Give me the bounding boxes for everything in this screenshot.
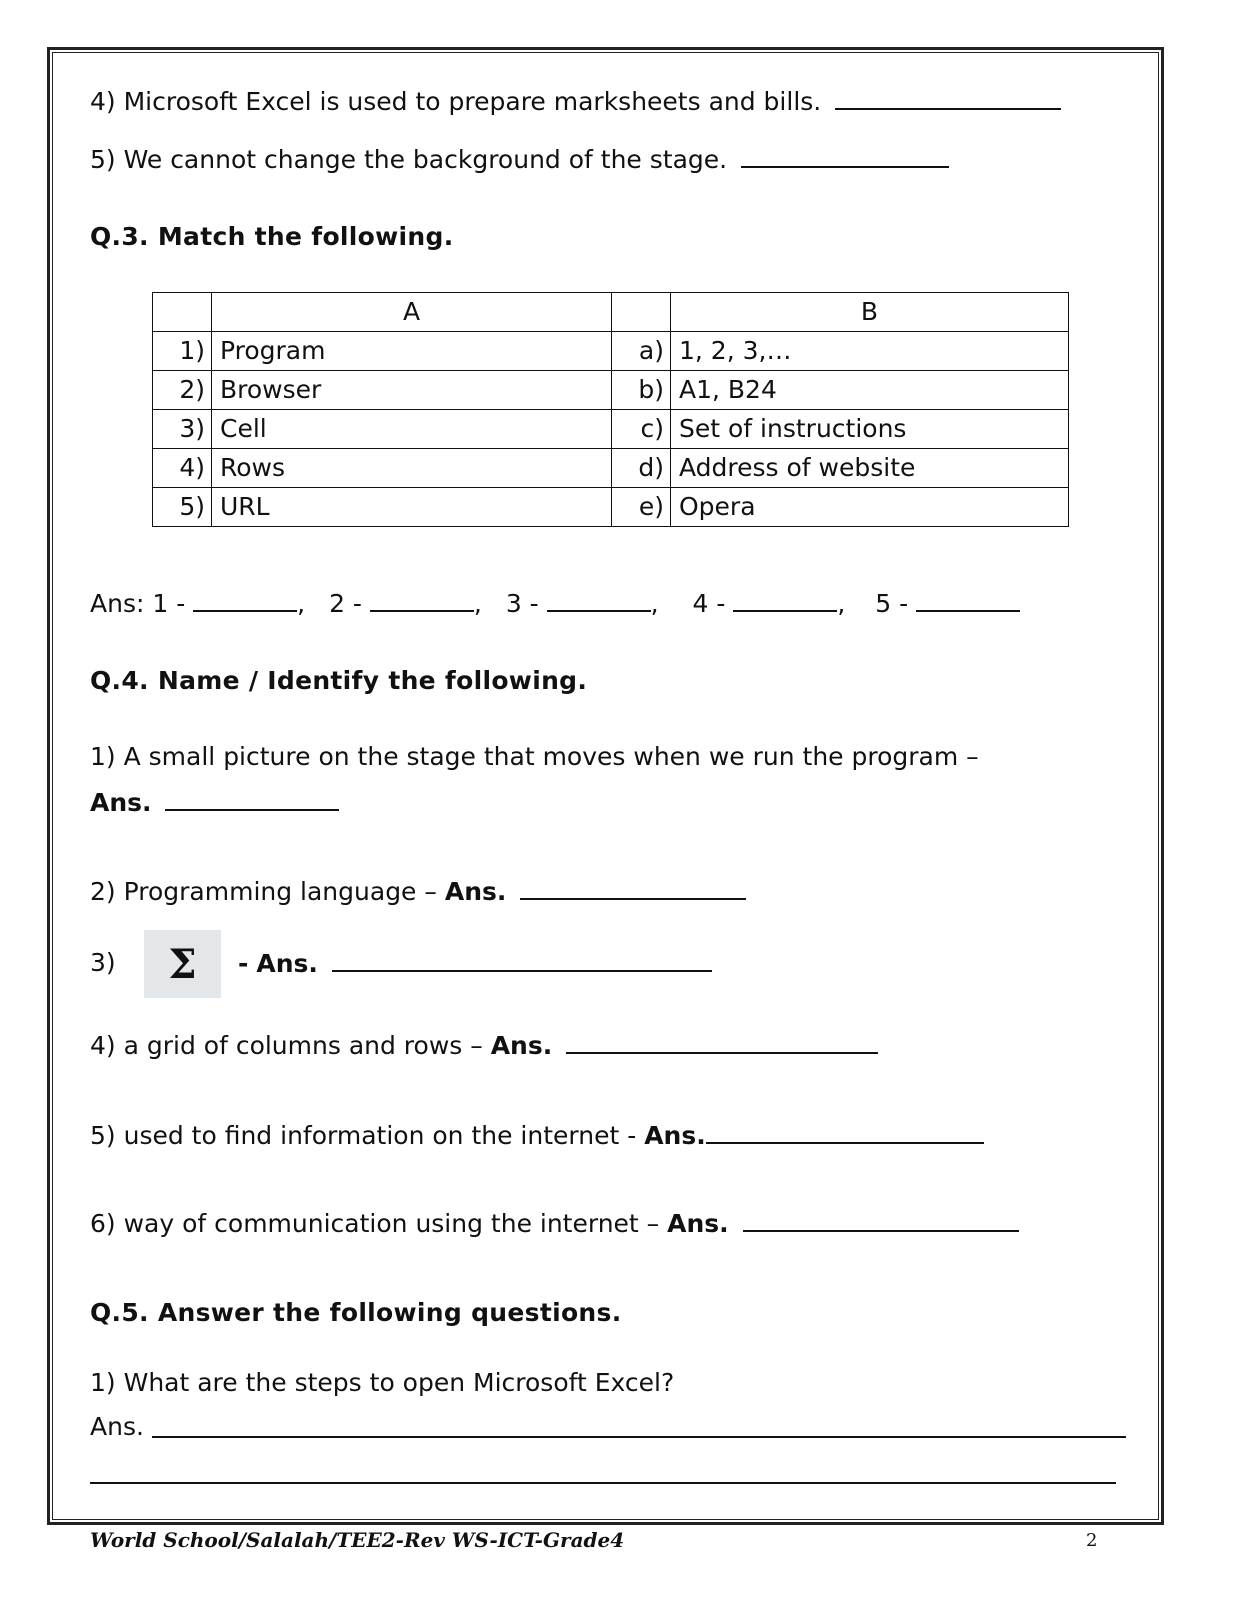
autosum-sigma-icon: Σ — [144, 930, 221, 998]
q3-answer-blank-3[interactable] — [547, 588, 651, 612]
match-row-letter: a) — [612, 332, 671, 371]
q4-item-4: 4) a grid of columns and rows – Ans. — [90, 1030, 878, 1061]
q3-heading: Q.3. Match the following. — [90, 222, 454, 251]
tf-item-5: 5) We cannot change the background of the stage. — [90, 144, 949, 175]
match-row-num: 2) — [153, 371, 212, 410]
match-row-num: 5) — [153, 488, 212, 527]
match-row-a: Cell — [212, 410, 612, 449]
q4-item-6: 6) way of communication using the internet – Ans. — [90, 1208, 1019, 1239]
q5-item-1: 1) What are the steps to open Microsoft Excel? — [90, 1368, 675, 1397]
page-number: 2 — [1086, 1530, 1098, 1551]
q4-answer-blank-4[interactable] — [566, 1030, 878, 1054]
match-row-letter: d) — [612, 449, 671, 488]
q4-answer-blank-2[interactable] — [520, 876, 746, 900]
q4-item-1: 1) A small picture on the stage that moves when we run the program – — [90, 742, 979, 771]
match-row-b: 1, 2, 3,… — [671, 332, 1069, 371]
match-row — [153, 449, 1069, 488]
match-header-num — [153, 293, 212, 332]
q4-answer-blank-1[interactable] — [165, 787, 339, 811]
q4-item-3-answer: - Ans. — [238, 948, 712, 979]
q4-item-2: 2) Programming language – Ans. — [90, 876, 746, 907]
match-row-letter: c) — [612, 410, 671, 449]
q3-answer-blank-4[interactable] — [733, 588, 837, 612]
match-row-a: URL — [212, 488, 612, 527]
q3-answer-blank-5[interactable] — [916, 588, 1020, 612]
match-header-b: B — [671, 293, 1069, 332]
q4-item-5: 5) used to find information on the internet - Ans. — [90, 1120, 984, 1151]
match-row-a: Program — [212, 332, 612, 371]
match-row-a: Rows — [212, 449, 612, 488]
q4-item-1-answer: Ans. — [90, 787, 339, 818]
q4-answer-blank-6[interactable] — [743, 1208, 1019, 1232]
match-row-num: 3) — [153, 410, 212, 449]
q5-answer-line-2[interactable] — [90, 1482, 1116, 1484]
match-table — [152, 292, 1069, 527]
match-header-letter — [612, 293, 671, 332]
q5-heading: Q.5. Answer the following questions. — [90, 1298, 622, 1327]
match-row — [153, 332, 1069, 371]
q4-item-3-num: 3) — [90, 948, 116, 977]
match-row-num: 4) — [153, 449, 212, 488]
match-row-a: Browser — [212, 371, 612, 410]
footer-text: World School/Salalah/TEE2-Rev WS-ICT-Grade4 — [90, 1528, 625, 1552]
tf-answer-blank-4[interactable] — [835, 86, 1061, 110]
match-row-b: A1, B24 — [671, 371, 1069, 410]
q5-item-1-answer-label: Ans. — [90, 1412, 144, 1441]
match-row — [153, 410, 1069, 449]
q3-answer-blank-1[interactable] — [193, 588, 297, 612]
q3-answer-line: Ans: 1 - , 2 - , 3 - , 4 - , 5 - — [90, 588, 1020, 619]
match-row-b: Address of website — [671, 449, 1069, 488]
q4-heading: Q.4. Name / Identify the following. — [90, 666, 588, 695]
match-row-letter: e) — [612, 488, 671, 527]
match-row-letter: b) — [612, 371, 671, 410]
match-row — [153, 371, 1069, 410]
match-row-b: Set of instructions — [671, 410, 1069, 449]
q3-answer-blank-2[interactable] — [370, 588, 474, 612]
match-header-a: A — [212, 293, 612, 332]
q4-answer-blank-5[interactable] — [706, 1120, 984, 1144]
match-row-b: Opera — [671, 488, 1069, 527]
q4-answer-blank-3[interactable] — [332, 948, 712, 972]
tf-answer-blank-5[interactable] — [741, 144, 949, 168]
q5-answer-line-1[interactable] — [152, 1436, 1126, 1438]
match-row — [153, 488, 1069, 527]
tf-item-4: 4) Microsoft Excel is used to prepare marksheets and bills. — [90, 86, 1061, 117]
match-row-num: 1) — [153, 332, 212, 371]
